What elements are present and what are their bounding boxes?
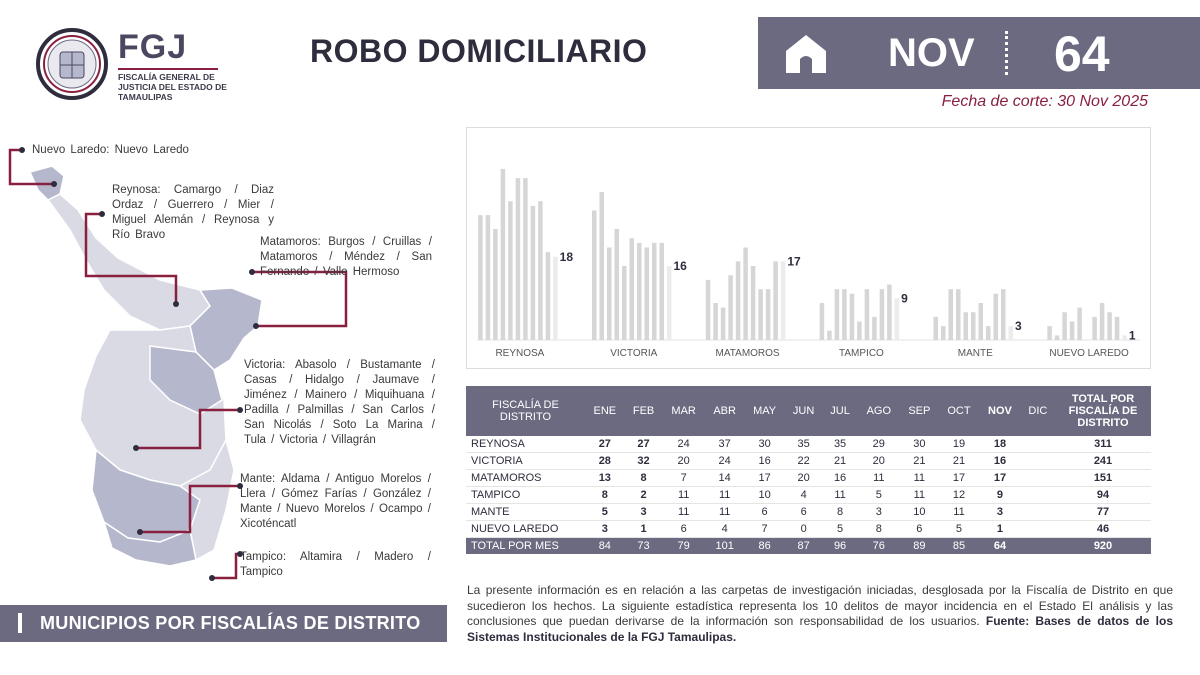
chart-bar — [766, 289, 771, 340]
row-name: MANTE — [466, 504, 585, 521]
table-cell: 24 — [705, 453, 745, 470]
chart-bar — [827, 331, 832, 340]
table-cell: 5 — [585, 504, 625, 521]
row-total: 94 — [1055, 487, 1151, 504]
table-cell: 21 — [900, 453, 939, 470]
table-cell: 27 — [585, 436, 625, 453]
chart-bar — [857, 322, 862, 341]
chart-bar — [637, 243, 642, 340]
header-month: JUN — [785, 386, 823, 436]
header-month: MAY — [744, 386, 784, 436]
table-cell: 6 — [785, 504, 823, 521]
chart-bar — [592, 211, 597, 341]
row-total: 920 — [1055, 538, 1151, 555]
chart-bar — [630, 238, 635, 340]
chart-bar — [721, 308, 726, 340]
banner-separator — [1005, 31, 1008, 75]
label-mante: Mante: Aldama / Antiguo Morelos / Llera / Gómez Farías / González / Mante / Nuevo Morelos / Ocampo / Xicoténcatl — [240, 473, 431, 530]
table-cell: 11 — [662, 504, 704, 521]
table-cell: 19 — [939, 436, 980, 453]
table-cell: 11 — [858, 470, 900, 487]
table-cell: 10 — [744, 487, 784, 504]
table-cell: 30 — [900, 436, 939, 453]
chart-bar — [820, 303, 825, 340]
chart-bar — [895, 298, 900, 340]
chart-bar — [736, 261, 741, 340]
tamaulipas-map — [0, 130, 450, 600]
banner-month: NOV — [888, 31, 975, 75]
label-victoria: Victoria: Abasolo / Bustamante / Casas / Hidalgo / Jaumave / Jiménez / Mainero / Miquihuana / Padilla / Palmillas / San Carlos / San Nicolás / Soto La Marina / Tula / Victoria / Villagrán — [244, 359, 435, 446]
table-cell: 76 — [858, 538, 900, 555]
chart-bar — [1055, 335, 1060, 340]
table-cell: 21 — [939, 453, 980, 470]
chart-bar — [553, 257, 558, 340]
chart-bar — [949, 289, 954, 340]
home-icon — [782, 29, 830, 77]
chart-category-label: MANTE — [957, 348, 993, 359]
header-month: ENE — [585, 386, 625, 436]
chart-bar — [1062, 312, 1067, 340]
table-cell: 11 — [939, 504, 980, 521]
table-cell: 13 — [585, 470, 625, 487]
header-month: DIC — [1021, 386, 1055, 436]
row-total: 151 — [1055, 470, 1151, 487]
chart-bar — [773, 261, 778, 340]
chart-bar — [501, 169, 506, 340]
chart-bar — [751, 266, 756, 340]
table-cell: 30 — [744, 436, 784, 453]
table-total-row — [466, 538, 1151, 555]
row-total: 46 — [1055, 521, 1151, 538]
chart-bar — [781, 261, 786, 340]
table-cell: 64 — [979, 538, 1020, 555]
chart-bar — [842, 289, 847, 340]
table-cell — [1021, 436, 1055, 453]
chart-bar — [743, 248, 748, 341]
row-total: 311 — [1055, 436, 1151, 453]
chart-bar — [667, 266, 672, 340]
table-cell: 11 — [705, 504, 745, 521]
table-cell: 28 — [585, 453, 625, 470]
table-cell — [1021, 453, 1055, 470]
chart-category-label: VICTORIA — [610, 348, 658, 359]
chart-bar — [1100, 303, 1105, 340]
chart-bar — [872, 317, 877, 340]
chart-bar — [538, 201, 543, 340]
bar-chart — [466, 127, 1151, 369]
chart-bar — [728, 275, 733, 340]
chart-bar — [941, 326, 946, 340]
table-cell: 73 — [625, 538, 663, 555]
table-cell: 86 — [744, 538, 784, 555]
chart-bar — [1001, 289, 1006, 340]
table-cell: 14 — [705, 470, 745, 487]
table-cell: 6 — [662, 521, 704, 538]
chart-category-label: REYNOSA — [495, 348, 545, 359]
chart-category-label: MATAMOROS — [715, 348, 780, 359]
table-cell — [1021, 504, 1055, 521]
note-paragraph — [467, 583, 1173, 645]
label-matamoros: Matamoros: Burgos / Cruillas / Matamoros / Méndez / San Fernando / Valle Hermoso — [260, 236, 432, 278]
table-row — [466, 521, 1151, 538]
table-cell: 5 — [939, 521, 980, 538]
chart-bar — [971, 312, 976, 340]
table-cell: 24 — [662, 436, 704, 453]
chart-bar — [508, 201, 513, 340]
footer-title: MUNICIPIOS POR FISCALÍAS DE DISTRITO — [40, 613, 421, 633]
month-banner — [758, 17, 1200, 89]
table-cell: 0 — [785, 521, 823, 538]
chart-bar — [622, 266, 627, 340]
table-cell: 96 — [823, 538, 858, 555]
chart-bar — [660, 243, 665, 340]
chart-bar — [713, 303, 718, 340]
chart-bar — [607, 248, 612, 341]
chart-bar — [486, 215, 491, 340]
table-cell: 10 — [900, 504, 939, 521]
logo-name: FISCALÍA GENERAL DE JUSTICIA DEL ESTADO DE TAMAULIPAS — [118, 72, 227, 102]
header-total: TOTAL POR FISCALÍA DE DISTRITO — [1055, 386, 1151, 436]
chart-bar — [1009, 326, 1014, 340]
data-table — [466, 386, 1151, 554]
table-cell: 5 — [823, 521, 858, 538]
table-cell: 11 — [900, 487, 939, 504]
chart-data-label: 16 — [673, 259, 687, 273]
chart-bar — [546, 252, 551, 340]
row-name: TOTAL POR MES — [466, 538, 585, 555]
fgj-logo — [36, 28, 226, 104]
chart-data-label: 17 — [787, 254, 801, 269]
table-cell: 11 — [823, 487, 858, 504]
row-name: TAMPICO — [466, 487, 585, 504]
table-cell — [1021, 487, 1055, 504]
table-cell: 12 — [939, 487, 980, 504]
chart-bar — [880, 289, 885, 340]
table-cell — [1021, 470, 1055, 487]
row-name: NUEVO LAREDO — [466, 521, 585, 538]
header-month: SEP — [900, 386, 939, 436]
chart-data-label: 3 — [1015, 319, 1022, 334]
page-title: ROBO DOMICILIARIO — [310, 33, 648, 69]
table-cell: 11 — [662, 487, 704, 504]
table-cell: 85 — [939, 538, 980, 555]
table-cell: 79 — [662, 538, 704, 555]
chart-bar — [994, 294, 999, 340]
chart-bar — [1115, 317, 1120, 340]
table-row — [466, 436, 1151, 453]
table-cell: 89 — [900, 538, 939, 555]
chart-bar — [887, 285, 892, 341]
seal-icon — [36, 28, 108, 100]
table-cell — [1021, 521, 1055, 538]
table-cell: 84 — [585, 538, 625, 555]
label-tampico: Tampico: Altamira / Madero / Tampico — [240, 551, 431, 578]
table-cell: 1 — [625, 521, 663, 538]
table-cell: 3 — [585, 521, 625, 538]
chart-bar — [934, 317, 939, 340]
row-name: MATAMOROS — [466, 470, 585, 487]
section-footer — [0, 605, 447, 642]
banner-value: 64 — [1054, 26, 1110, 82]
note-text: La presente información es en relación a las carpetas de investigación iniciadas, desglosada por la Fiscalía de Distrito en que sucedieron los hechos. La siguiente estadística representa los 10 delitos de mayor incidencia en el Estado El análisis y las conclusiones que puedan derivarse de la información son responsabilidad de los usuarios. — [467, 583, 1173, 628]
table-cell: 2 — [625, 487, 663, 504]
chart-category-label: NUEVO LAREDO — [1049, 348, 1129, 359]
table-cell: 37 — [705, 436, 745, 453]
table-header-row — [466, 386, 1151, 436]
header-month-current: NOV — [979, 386, 1020, 436]
table-row — [466, 470, 1151, 487]
chart-bar — [493, 229, 498, 340]
chart-bar — [706, 280, 711, 340]
chart-category-label: TAMPICO — [839, 348, 884, 359]
table-cell: 21 — [823, 453, 858, 470]
table-cell: 3 — [625, 504, 663, 521]
chart-bar — [979, 303, 984, 340]
table-cell: 35 — [785, 436, 823, 453]
header-month: OCT — [939, 386, 980, 436]
table-cell: 8 — [858, 521, 900, 538]
header-month: AGO — [858, 386, 900, 436]
chart-bar — [865, 289, 870, 340]
chart-svg — [467, 128, 1150, 368]
chart-bar — [600, 192, 605, 340]
table-cell: 3 — [979, 504, 1020, 521]
table-cell: 32 — [625, 453, 663, 470]
chart-bar — [523, 178, 528, 340]
chart-bar — [1107, 312, 1112, 340]
chart-bar — [986, 326, 991, 340]
table-row — [466, 453, 1151, 470]
table-cell: 101 — [705, 538, 745, 555]
table-cell: 87 — [785, 538, 823, 555]
chart-bar — [964, 312, 969, 340]
chart-bar — [1122, 335, 1127, 340]
table-cell: 7 — [662, 470, 704, 487]
chart-bar — [615, 229, 620, 340]
note-source: Fuente: Bases de datos de los Sistemas Institucionales de la FGJ Tamaulipas. — [467, 614, 1173, 644]
table-cell: 4 — [785, 487, 823, 504]
table-cell: 9 — [979, 487, 1020, 504]
row-name: REYNOSA — [466, 436, 585, 453]
table-cell: 6 — [900, 521, 939, 538]
table-cell: 6 — [744, 504, 784, 521]
header-month: MAR — [662, 386, 704, 436]
chart-data-label: 9 — [901, 291, 908, 306]
row-total: 77 — [1055, 504, 1151, 521]
table-cell: 8 — [625, 470, 663, 487]
chart-bar — [531, 206, 536, 340]
cut-date: Fecha de corte: 30 Nov 2025 — [941, 93, 1148, 110]
table-cell: 17 — [744, 470, 784, 487]
chart-bar — [956, 289, 961, 340]
header-month: JUL — [823, 386, 858, 436]
table-cell: 22 — [785, 453, 823, 470]
table-cell: 18 — [979, 436, 1020, 453]
logo-divider — [118, 68, 218, 70]
table-cell: 16 — [823, 470, 858, 487]
chart-data-label: 18 — [559, 249, 574, 264]
table-cell: 1 — [979, 521, 1020, 538]
table-cell: 11 — [705, 487, 745, 504]
table-cell: 7 — [744, 521, 784, 538]
chart-bar — [850, 294, 855, 340]
header-fiscalia: FISCALÍA DE DISTRITO — [466, 386, 585, 436]
table-cell: 5 — [858, 487, 900, 504]
table-cell: 17 — [979, 470, 1020, 487]
chart-bar — [478, 215, 483, 340]
header-month: ABR — [705, 386, 745, 436]
chart-bar — [645, 248, 650, 341]
row-name: VICTORIA — [466, 453, 585, 470]
chart-bar — [835, 289, 840, 340]
label-nuevo-laredo: Nuevo Laredo: Nuevo Laredo — [32, 144, 189, 156]
table-cell: 20 — [662, 453, 704, 470]
table-cell: 35 — [823, 436, 858, 453]
footer-pipe — [18, 613, 22, 633]
table-cell: 27 — [625, 436, 663, 453]
table-row — [466, 504, 1151, 521]
chart-data-label: 1 — [1128, 328, 1136, 343]
table-cell: 17 — [939, 470, 980, 487]
table-cell: 3 — [858, 504, 900, 521]
table-cell: 20 — [858, 453, 900, 470]
row-total: 241 — [1055, 453, 1151, 470]
table-cell: 16 — [744, 453, 784, 470]
chart-bar — [758, 289, 763, 340]
chart-bar — [1092, 317, 1097, 340]
header-month: FEB — [625, 386, 663, 436]
table-cell — [1021, 538, 1055, 555]
table-cell: 20 — [785, 470, 823, 487]
chart-bar — [1070, 322, 1075, 341]
table-row — [466, 487, 1151, 504]
logo-acronym: FGJ — [118, 28, 188, 66]
table-cell: 11 — [900, 470, 939, 487]
chart-bar — [652, 243, 657, 340]
table-cell: 4 — [705, 521, 745, 538]
table-cell: 29 — [858, 436, 900, 453]
chart-bar — [516, 178, 521, 340]
label-reynosa: Reynosa: Camargo / Diaz Ordaz / Guerrero / Mier / Miguel Alemán / Reynosa y Río Bravo — [112, 184, 274, 241]
table-cell: 8 — [823, 504, 858, 521]
table-cell: 16 — [979, 453, 1020, 470]
table-cell: 8 — [585, 487, 625, 504]
chart-bar — [1047, 326, 1052, 340]
chart-bar — [1077, 308, 1082, 340]
